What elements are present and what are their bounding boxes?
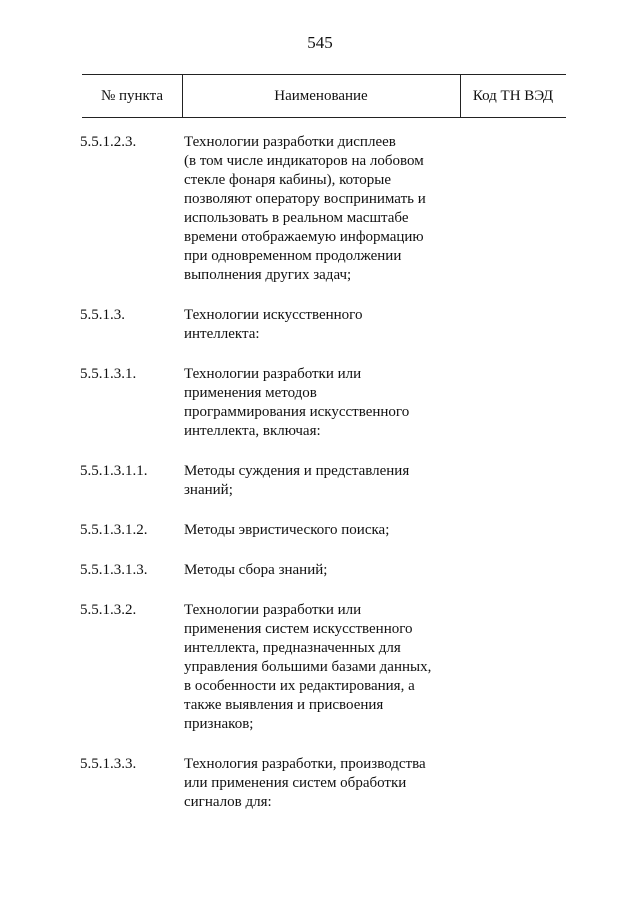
list-item xyxy=(80,306,580,344)
list-item xyxy=(80,601,580,734)
entries-list xyxy=(80,133,580,833)
entry-number: 5.5.1.3. xyxy=(80,307,125,323)
list-item xyxy=(80,365,580,441)
entry-number: 5.5.1.3.3. xyxy=(80,756,137,772)
list-item xyxy=(80,561,580,580)
entry-name: Технология разработки, производства или применения систем обработки сигналов для: xyxy=(184,756,426,810)
entry-name: Технологии разработки или применения систем искусственного интеллекта, предназначенных для управления большими базами данных, в особенности их редактирования, а также выявления и присвоения признаков; xyxy=(184,602,432,732)
entry-name: Методы сбора знаний; xyxy=(184,562,328,578)
page-number: 545 xyxy=(307,33,333,52)
entry-name: Методы эвристического поиска; xyxy=(184,522,390,538)
entry-number: 5.5.1.3.1.3. xyxy=(80,562,148,578)
header-name: Наименование xyxy=(274,88,368,104)
entry-name: Технологии разработки дисплеев (в том числе индикаторов на лобовом стекле фонаря кабины), которые позволяют оператору воспринимать и использовать в реальном масштабе времени отображаемую информацию при одновременном продолжении выполнения других задач; xyxy=(184,134,426,283)
entry-number: 5.5.1.3.1.2. xyxy=(80,522,148,538)
header-bottom-rule xyxy=(82,117,566,118)
entry-number: 5.5.1.3.2. xyxy=(80,602,137,618)
header-code: Код ТН ВЭД xyxy=(472,88,554,104)
entry-name: Технологии разработки или применения методов программирования искусственного интеллекта, включая: xyxy=(184,366,410,439)
entry-name: Технологии искусственного интеллекта: xyxy=(184,307,363,342)
list-item xyxy=(80,462,580,500)
list-item xyxy=(80,755,580,812)
entry-number: 5.5.1.3.1. xyxy=(80,366,137,382)
header-number: № пункта xyxy=(100,88,164,104)
entry-number: 5.5.1.3.1.1. xyxy=(80,463,148,479)
header-top-rule xyxy=(82,74,566,75)
list-item xyxy=(80,133,580,285)
entry-name: Методы суждения и представления знаний; xyxy=(184,463,410,498)
list-item xyxy=(80,521,580,540)
entry-number: 5.5.1.2.3. xyxy=(80,134,137,150)
